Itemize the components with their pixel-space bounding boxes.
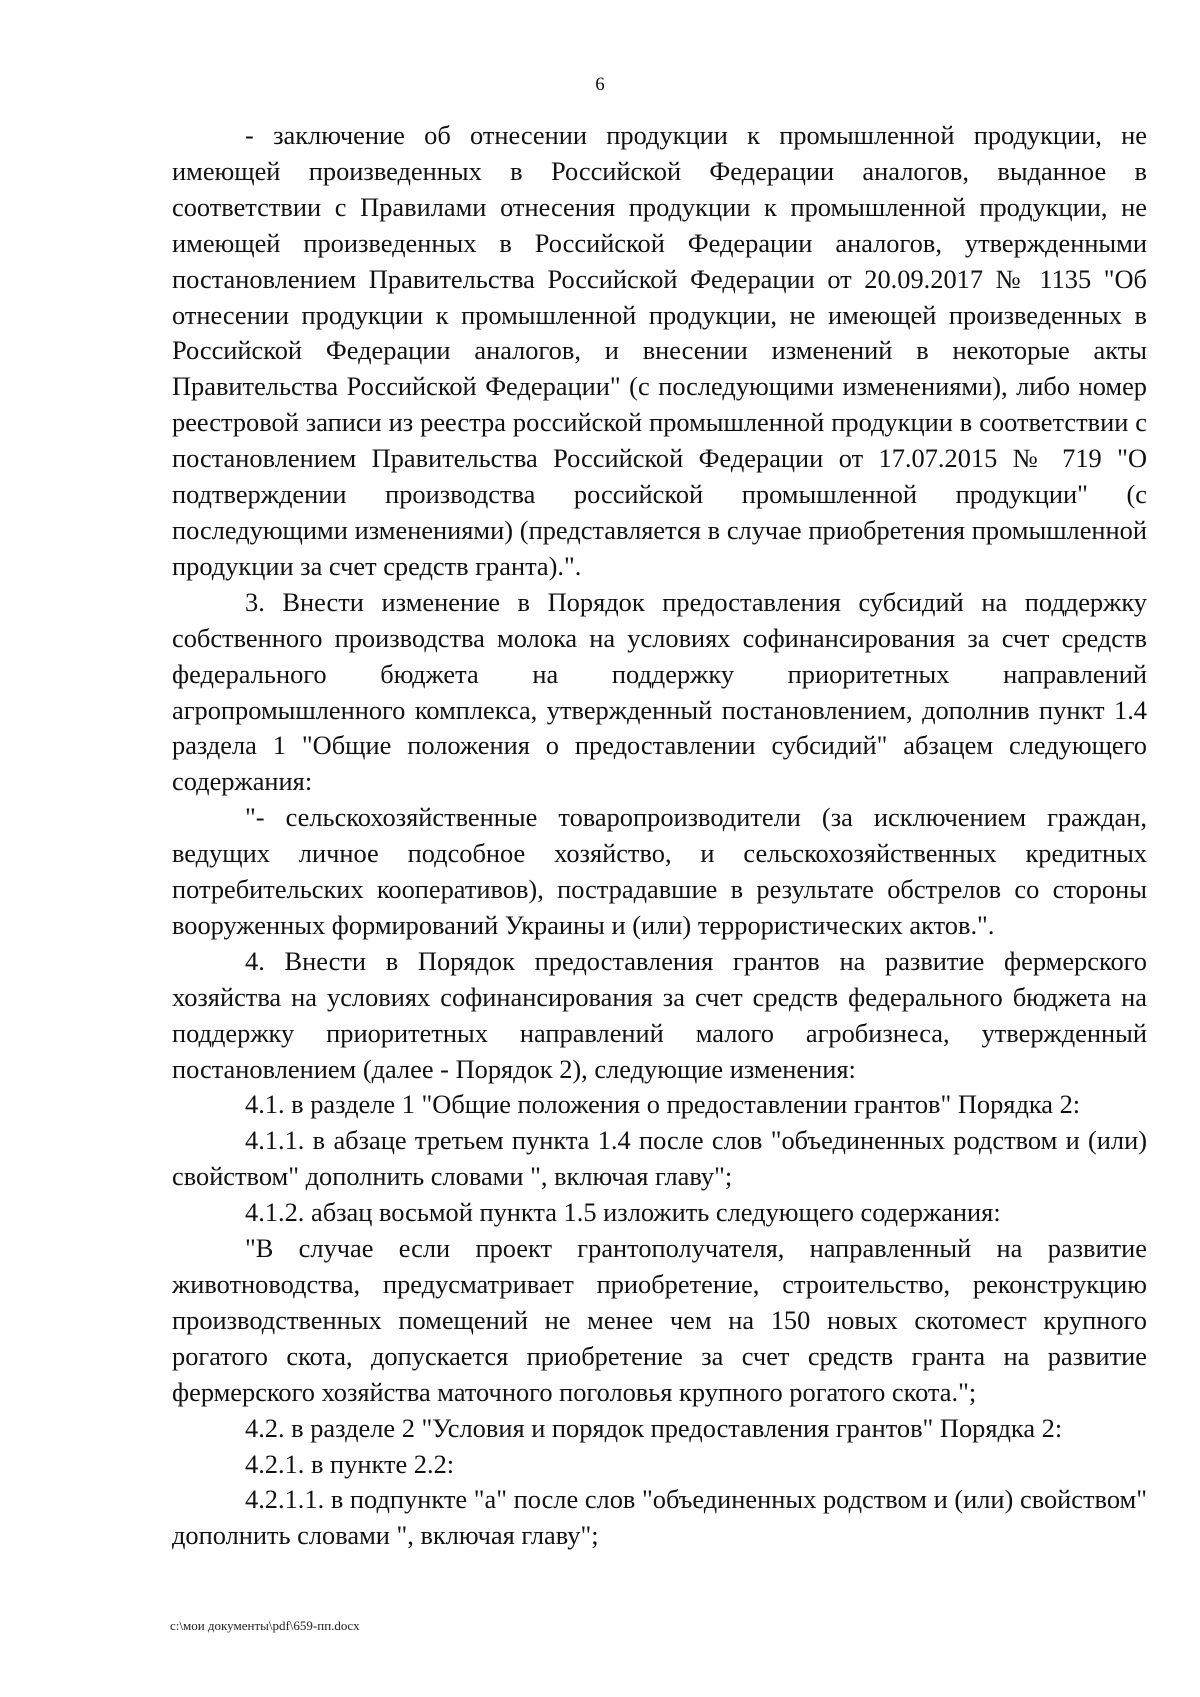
paragraph-item-4-1: 4.1. в разделе 1 "Общие положения о предоставлении грантов" Порядка 2: [245, 1089, 1081, 1120]
paragraph-item-3: 3. Внести изменение в Порядок предоставления субсидий на поддержку собственного производства молока на условиях софинансирования за счет средств федерального бюджета на поддержку приоритетных направлений агропромышленного комплекса, утвержденный постановлением, дополнив пункт 1.4 раздела 1 "Общие положения о предоставлении субсидий" абзацем следующего содержания: [172, 586, 1147, 797]
paragraph-item-4-1-2: 4.1.2. абзац восьмой пункта 1.5 изложить следующего содержания: [245, 1197, 1001, 1228]
paragraph-item-4: 4. Внести в Порядок предоставления грантов на развитие фермерского хозяйства на условиях софинансирования за счет средств федерального бюджета на поддержку приоритетных направлений малого агробизнеса, утвержденный постановлением (далее - Порядок 2), следующие изменения: [172, 945, 1147, 1084]
paragraph-quote-livestock: "В случае если проект грантополучателя, направленный на развитие животноводства, предусматривает приобретение, строительство, реконструкцию производственных помещений не менее чем на 150 новых скотомест крупного рогатого скота, допускается приобретение за счет средств гранта на развитие фермерского хозяйства маточного поголовья крупного рогатого скота."; [172, 1233, 1147, 1407]
paragraph-quote-producers: "- сельскохозяйственные товаропроизводители (за исключением граждан, ведущих личное подсобное хозяйство, и сельскохозяйственных кредитных потребительских кооперативов), пострадавшие в результате обстрелов со стороны вооруженных формирований Украины и (или) террористических актов.". [172, 802, 1147, 940]
page-number: 6 [595, 74, 605, 95]
footer-file-path: c:\мои документы\pdf\659-пп.docx [170, 1618, 360, 1633]
paragraph-conclusion: - заключение об отнесении продукции к промышленной продукции, не имеющей произведенных в Российской Федерации аналогов, выданное в соответствии с Правилами отнесения продукции к промышленной продукции, не имеющей произведенных в Российской Федерации аналогов, утвержденными постановлением Правительства Российской Федерации от 20.09.2017 № 1135 "Об отнесении продукции к промышленной продукции, не имеющей произведенных в Российской Федерации аналогов, и внесении изменений в некоторые акты Правительства Российской Федерации" (с последующими изменениями), либо номер реестровой записи из реестра российской промышленной продукции в соответствии с постановлением Правительства Российской Федерации от 17.07.2015 № 719 "О подтверждении производства российской промышленной продукции" (с последующими изменениями) (представляется в случае приобретения промышленной продукции за счет средств гранта).". [172, 120, 1147, 581]
paragraph-item-4-2: 4.2. в разделе 2 "Условия и порядок предоставления грантов" Порядка 2: [245, 1412, 1063, 1443]
paragraph-item-4-2-1: 4.2.1. в пункте 2.2: [245, 1448, 455, 1479]
document-body [172, 118, 1147, 1554]
paragraph-item-4-2-1-1: 4.2.1.1. в подпункте "а" после слов "объединенных родством и (или) свойством" дополнить словами ", включая главу"; [172, 1484, 1147, 1551]
paragraph-item-4-1-1: 4.1.1. в абзаце третьем пункта 1.4 после слов "объединенных родством и (или) свойством" дополнить словами ", включая главу"; [172, 1125, 1147, 1192]
